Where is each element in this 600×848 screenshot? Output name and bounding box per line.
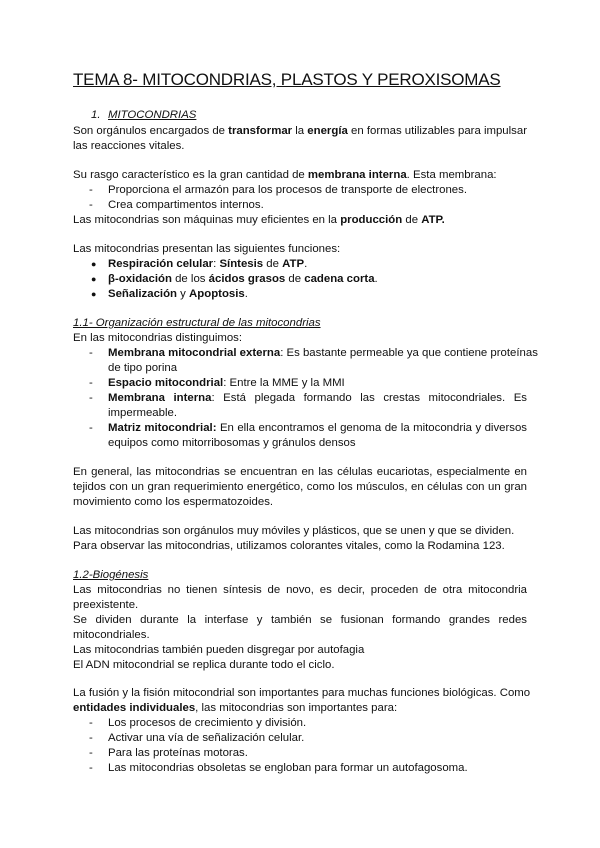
paragraph-line: Las mitocondrias son orgánulos muy móviles y plásticos, que se unen y que se dividen. [73,525,515,537]
paragraph-line: Las mitocondrias no tienen síntesis de novo, es decir, proceden de otra mitocondria [73,584,527,596]
paragraph-line: Su rasgo característico es la gran cantidad de membrana interna. Esta membrana: [73,169,497,181]
page-title: TEMA 8- MITOCONDRIAS, PLASTOS Y PEROXISOMAS [73,70,501,89]
dash-marker: - [89,347,93,359]
bullet-marker: ● [91,274,97,284]
paragraph-line: entidades individuales, las mitocondrias son importantes para: [73,702,398,714]
bullet-marker: ● [91,289,97,299]
dash-marker: - [89,732,93,744]
list-item: Membrana interna: Está plegada formando las crestas mitocondriales. Es [108,392,527,404]
paragraph-line: mitocondriales. [73,629,150,641]
dash-marker: - [89,377,93,389]
subsection-heading: 1.2-Biogénesis [73,569,149,581]
paragraph-line: preexistente. [73,599,139,611]
paragraph-line: Las mitocondrias son máquinas muy eficientes en la producción de ATP. [73,214,445,226]
bullet-marker: ● [91,259,97,269]
dash-marker: - [89,184,93,196]
paragraph-line: En las mitocondrias distinguimos: [73,332,243,344]
list-item-continuation: de tipo porina [108,362,178,374]
paragraph-line: En general, las mitocondrias se encuentran en las células eucariotas, especialmente en [73,466,527,478]
paragraph-line: Las mitocondrias presentan las siguientes funciones: [73,243,341,255]
list-item: Señalización y Apoptosis. [108,288,248,300]
list-item: Crea compartimentos internos. [108,199,264,211]
list-item: Los procesos de crecimiento y división. [108,717,307,729]
paragraph-line: Se dividen durante la interfase y también se fusionan formando grandes redes [73,614,527,626]
paragraph-line: La fusión y la fisión mitocondrial son importantes para muchas funciones biológicas. Como [73,687,531,699]
list-item: Membrana mitocondrial externa: Es bastante permeable ya que contiene proteínas [108,347,538,359]
dash-marker: - [89,199,93,211]
list-item: Las mitocondrias obsoletas se engloban para formar un autofagosoma. [108,762,468,774]
list-item: Para las proteínas motoras. [108,747,248,759]
dash-marker: - [89,422,93,434]
section-heading-mitocondrias: MITOCONDRIAS [108,109,197,121]
paragraph-line: tejidos con un gran requerimiento energético, como los músculos, en células con un gran [73,481,527,493]
paragraph-line: Las mitocondrias también pueden disgregar por autofagia [73,644,365,656]
dash-marker: - [89,392,93,404]
paragraph-line: Son orgánulos encargados de transformar la energía en formas utilizables para impulsar [73,125,527,137]
paragraph-line: las reacciones vitales. [73,140,185,152]
list-item: β-oxidación de los ácidos grasos de cadena corta. [108,273,378,285]
list-item: Espacio mitocondrial: Entre la MME y la MMI [108,377,345,389]
dash-marker: - [89,747,93,759]
dash-marker: - [89,717,93,729]
list-item: Proporciona el armazón para los procesos de transporte de electrones. [108,184,468,196]
list-item: Matriz mitocondrial: En ella encontramos el genoma de la mitocondria y diversos [108,422,527,434]
subsection-heading: 1.1- Organización estructural de las mitocondrias [73,317,321,329]
list-item: Activar una vía de señalización celular. [108,732,305,744]
list-item-continuation: equipos como mitorribosomas y gránulos densos [108,437,356,449]
dash-marker: - [89,762,93,774]
section-number: 1. [91,109,101,121]
list-item-continuation: impermeable. [108,407,178,419]
paragraph-line: El ADN mitocondrial se replica durante todo el ciclo. [73,659,335,671]
list-item: Respiración celular: Síntesis de ATP. [108,258,308,270]
paragraph-line: Para observar las mitocondrias, utilizamos colorantes vitales, como la Rodamina 123. [73,540,505,552]
paragraph-line: movimiento como los espermatozoides. [73,496,274,508]
